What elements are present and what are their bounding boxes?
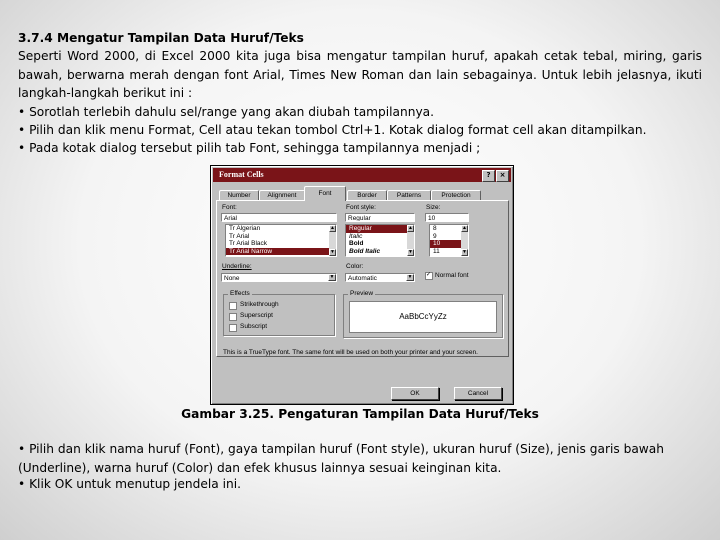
font-style-item[interactable]: Italic [349, 232, 363, 240]
size-item[interactable]: 11 [433, 247, 440, 255]
font-list[interactable] [225, 224, 337, 257]
figure-caption: Gambar 3.25. Pengaturan Tampilan Data Huruf/Teks [181, 407, 539, 421]
font-list-item[interactable]: Tr Arial [229, 232, 250, 240]
subscript-checkbox[interactable] [229, 324, 237, 332]
bullet-item: • Sorotlah terlebih dahulu sel/range yang akan diubah tampilannya. [18, 105, 435, 119]
tab-font[interactable]: Font [304, 186, 346, 201]
format-cells-dialog [210, 165, 514, 405]
bullet-item: • Pilih dan klik menu Format, Cell atau tekan tombol Ctrl+1. Kotak dialog format cell akan ditampilkan. [18, 123, 647, 137]
tab-border[interactable]: Border [347, 190, 387, 201]
size-list-scrollbar[interactable] [461, 225, 468, 256]
preview-sample: AaBbCcYyZz [349, 301, 497, 333]
font-style-input[interactable]: Regular [345, 213, 415, 222]
dialog-title: Format Cells [219, 170, 264, 179]
scroll-up-icon[interactable]: ▲ [330, 225, 335, 231]
font-list-item[interactable]: Tr Algerian [229, 225, 261, 232]
subscript-label: Subscript [240, 323, 268, 330]
underline-value: None [224, 275, 240, 282]
effects-group [223, 290, 335, 336]
ok-button[interactable]: OK [391, 387, 439, 400]
help-icon[interactable]: ? [482, 170, 495, 182]
size-list[interactable] [429, 224, 469, 257]
chevron-down-icon[interactable]: ▼ [329, 274, 335, 280]
strikethrough-checkbox[interactable] [229, 302, 237, 310]
normal-font-checkbox[interactable] [425, 272, 433, 280]
color-label: Color: [346, 263, 364, 270]
scroll-down-icon[interactable]: ▼ [330, 249, 335, 255]
tab-protection[interactable]: Protection [431, 190, 481, 201]
size-item[interactable]: 9 [433, 232, 437, 240]
size-item[interactable]: 8 [433, 225, 437, 232]
size-input[interactable]: 10 [425, 213, 469, 222]
scroll-down-icon[interactable]: ▼ [462, 249, 467, 255]
font-style-scrollbar[interactable] [407, 225, 414, 256]
preview-label: Preview [350, 290, 374, 297]
section-heading: 3.7.4 Mengatur Tampilan Data Huruf/Teks [18, 31, 304, 45]
tab-patterns[interactable]: Patterns [387, 190, 431, 201]
superscript-label: Superscript [240, 312, 273, 319]
tab-alignment[interactable]: Alignment [259, 190, 305, 201]
closing-bullet: • Klik OK untuk menutup jendela ini. [18, 477, 241, 491]
tab-number[interactable]: Number [219, 190, 259, 201]
effects-label: Effects [230, 290, 250, 297]
font-list-scrollbar[interactable] [329, 225, 336, 256]
scroll-up-icon[interactable]: ▲ [462, 225, 467, 231]
scroll-up-icon[interactable]: ▲ [408, 225, 413, 231]
font-style-item[interactable]: Bold Italic [349, 247, 381, 255]
intro-paragraph: Seperti Word 2000, di Excel 2000 kita juga bisa mengatur tampilan huruf, apakah cetak tebal, miring, garis bawah, berwarna merah dengan font Arial, Times New Roman dan lain sebagainya. Untuk lebih jelasnya, ikuti langkah-langkah berikut ini : [18, 49, 702, 101]
underline-select[interactable] [221, 273, 337, 282]
font-list-item-selected[interactable]: Tr Arial Narrow [226, 248, 336, 256]
color-select[interactable] [345, 273, 415, 282]
bullet-item: • Pada kotak dialog tersebut pilih tab Font, sehingga tampilannya menjadi ; [18, 141, 481, 155]
font-input[interactable]: Arial [221, 213, 337, 222]
size-item-selected[interactable]: 10 [430, 240, 468, 248]
truetype-info: This is a TrueType font. The same font will be used on both your printer and your screen. [223, 349, 478, 356]
dialog-titlebar [213, 168, 511, 182]
close-icon[interactable]: × [496, 170, 509, 182]
chevron-down-icon[interactable]: ▼ [407, 274, 413, 280]
font-list-item[interactable]: Tr Arial Black [229, 240, 268, 248]
closing-bullet: • Pilih dan klik nama huruf (Font), gaya tampilan huruf (Font style), ukuran huruf (Size), jenis garis bawah (Underline), warna huruf (Color) dan efek khusus lainnya sesuai keinginan kita. [18, 442, 664, 475]
font-style-list[interactable] [345, 224, 415, 257]
font-style-item[interactable]: Bold [349, 240, 364, 248]
scroll-down-icon[interactable]: ▼ [408, 249, 413, 255]
superscript-checkbox[interactable] [229, 313, 237, 321]
normal-font-label: Normal font [435, 272, 469, 279]
size-label: Size: [426, 204, 441, 211]
font-style-item-selected[interactable]: Regular [346, 225, 414, 233]
strikethrough-label: Strikethrough [240, 301, 279, 308]
font-style-label: Font style: [346, 204, 376, 211]
font-label: Font: [222, 204, 237, 211]
underline-label: Underline: [222, 263, 252, 270]
preview-group [343, 290, 503, 338]
cancel-button[interactable]: Cancel [454, 387, 502, 400]
color-value: Automatic [348, 275, 377, 282]
